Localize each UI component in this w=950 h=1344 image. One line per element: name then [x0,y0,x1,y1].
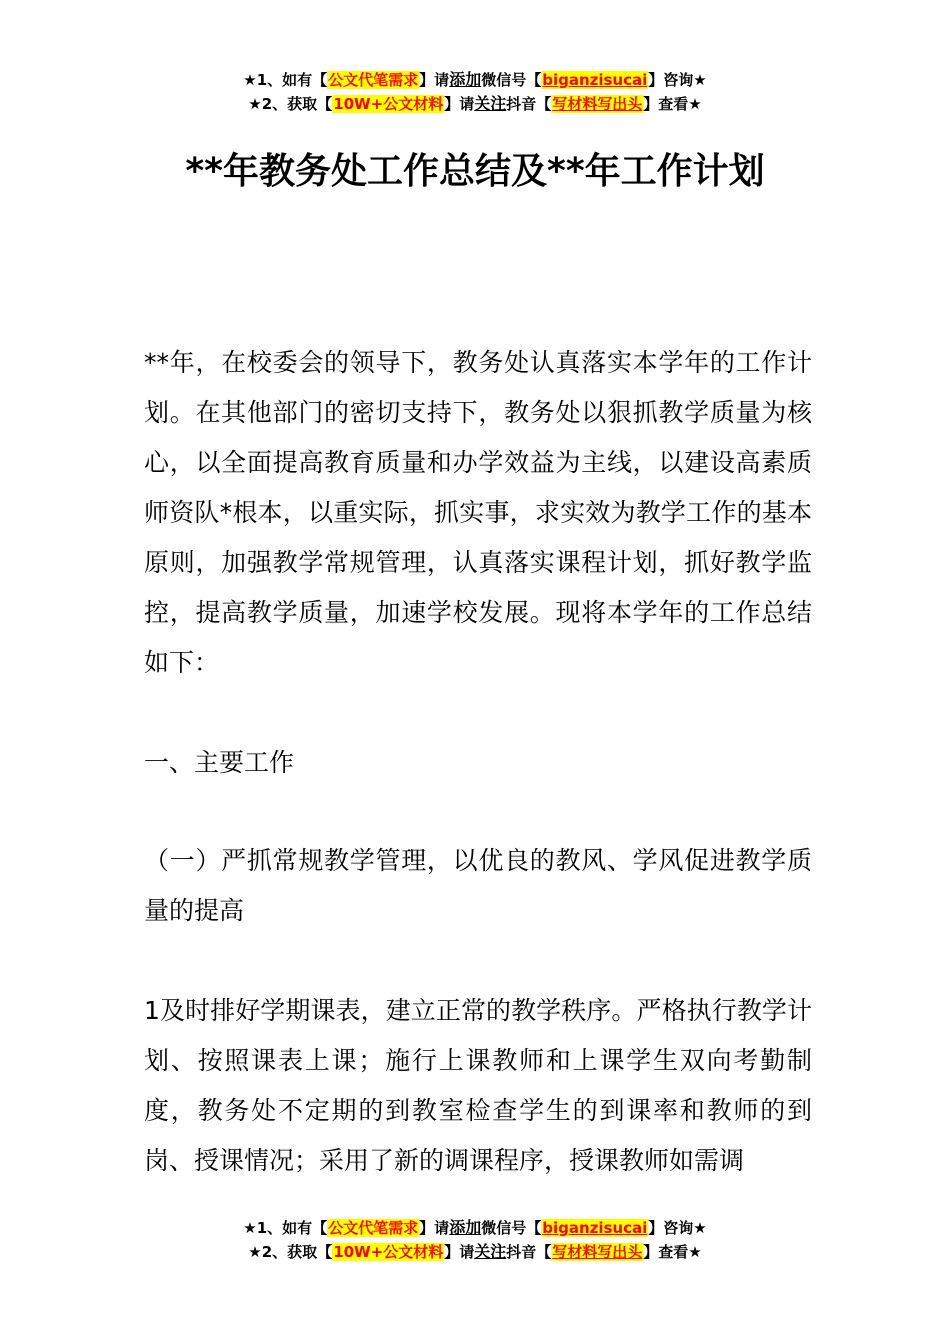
banner-line-1 [0,68,950,92]
bottom-banner-line-2-emphasis: 关注 [474,1242,507,1261]
bottom-banner-line-2-middle: 】请 [444,1243,475,1261]
banner-line-2-prefix: ★2、获取【 [248,95,333,113]
banner-line-1-middle-2: 微信号【 [481,71,542,89]
top-banner [0,68,950,116]
banner-line-2-emphasis: 关注 [474,94,507,113]
bottom-banner-line-2-middle-2: 抖音【 [506,1243,552,1261]
bottom-banner-line-1-suffix: 】咨询★ [648,1219,707,1237]
bottom-banner-line-2-prefix: ★2、获取【 [248,1243,333,1261]
bottom-banner-line-2-suffix: 】查看★ [643,1243,702,1261]
bottom-banner-line-2-highlight-materials: 10W+公文材料 [333,1243,444,1261]
bottom-banner-line-1-middle-2: 微信号【 [481,1219,542,1237]
bottom-banner-line-1-highlight-wechat: biganzisucai [542,1219,648,1237]
banner-line-1-emphasis: 添加 [449,70,482,89]
banner-line-2-highlight-materials: 10W+公文材料 [333,95,444,113]
bottom-banner [0,1216,950,1264]
banner-line-1-highlight-wechat: biganzisucai [542,71,648,89]
bottom-banner-line-1 [0,1216,950,1240]
bottom-banner-line-2 [0,1240,950,1264]
document-title: **年教务处工作总结及**年工作计划 [185,151,765,192]
banner-line-2-suffix: 】查看★ [643,95,702,113]
banner-line-1-prefix: ★1、如有【 [243,71,328,89]
banner-line-2-middle: 】请 [444,95,475,113]
bottom-banner-line-1-middle: 】请 [419,1219,450,1237]
bottom-banner-line-1-emphasis: 添加 [449,1218,482,1237]
bottom-banner-line-2-highlight-douyin: 写材料写出头 [552,1243,643,1261]
banner-line-1-middle: 】请 [419,71,450,89]
banner-line-2 [0,92,950,116]
section-heading-main-work: 一、主要工作 [144,748,295,777]
subsection-heading-teaching-management: （一）严抓常规教学管理，以优良的教风、学风促进教学质量的提高 [144,846,812,925]
item-1-paragraph: 1及时排好学期课表，建立正常的教学秩序。严格执行教学计划、按照课表上课；施行上课教师和上课学生双向考勤制度，教务处不定期的到教室检查学生的到课率和教师的到岗、授课情况；采用了新的调课程序，授课教师如需调 [144,996,812,1175]
banner-line-1-highlight-service: 公文代笔需求 [328,71,419,89]
banner-line-2-middle-2: 抖音【 [506,95,552,113]
bottom-banner-line-1-highlight-service: 公文代笔需求 [328,1219,419,1237]
banner-line-1-suffix: 】咨询★ [648,71,707,89]
bottom-banner-line-1-prefix: ★1、如有【 [243,1219,328,1237]
banner-line-2-highlight-douyin: 写材料写出头 [552,95,643,113]
intro-paragraph: **年，在校委会的领导下，教务处认真落实本学年的工作计划。在其他部门的密切支持下，教务处以狠抓教学质量为核心，以全面提高教育质量和办学效益为主线，以建设高素质师资队*根本，以重实际，抓实事，求实效为教学工作的基本原则，加强教学常规管理，认真落实课程计划，抓好教学监控，提高教学质量，加速学校发展。现将本学年的工作总结如下： [144,348,812,677]
